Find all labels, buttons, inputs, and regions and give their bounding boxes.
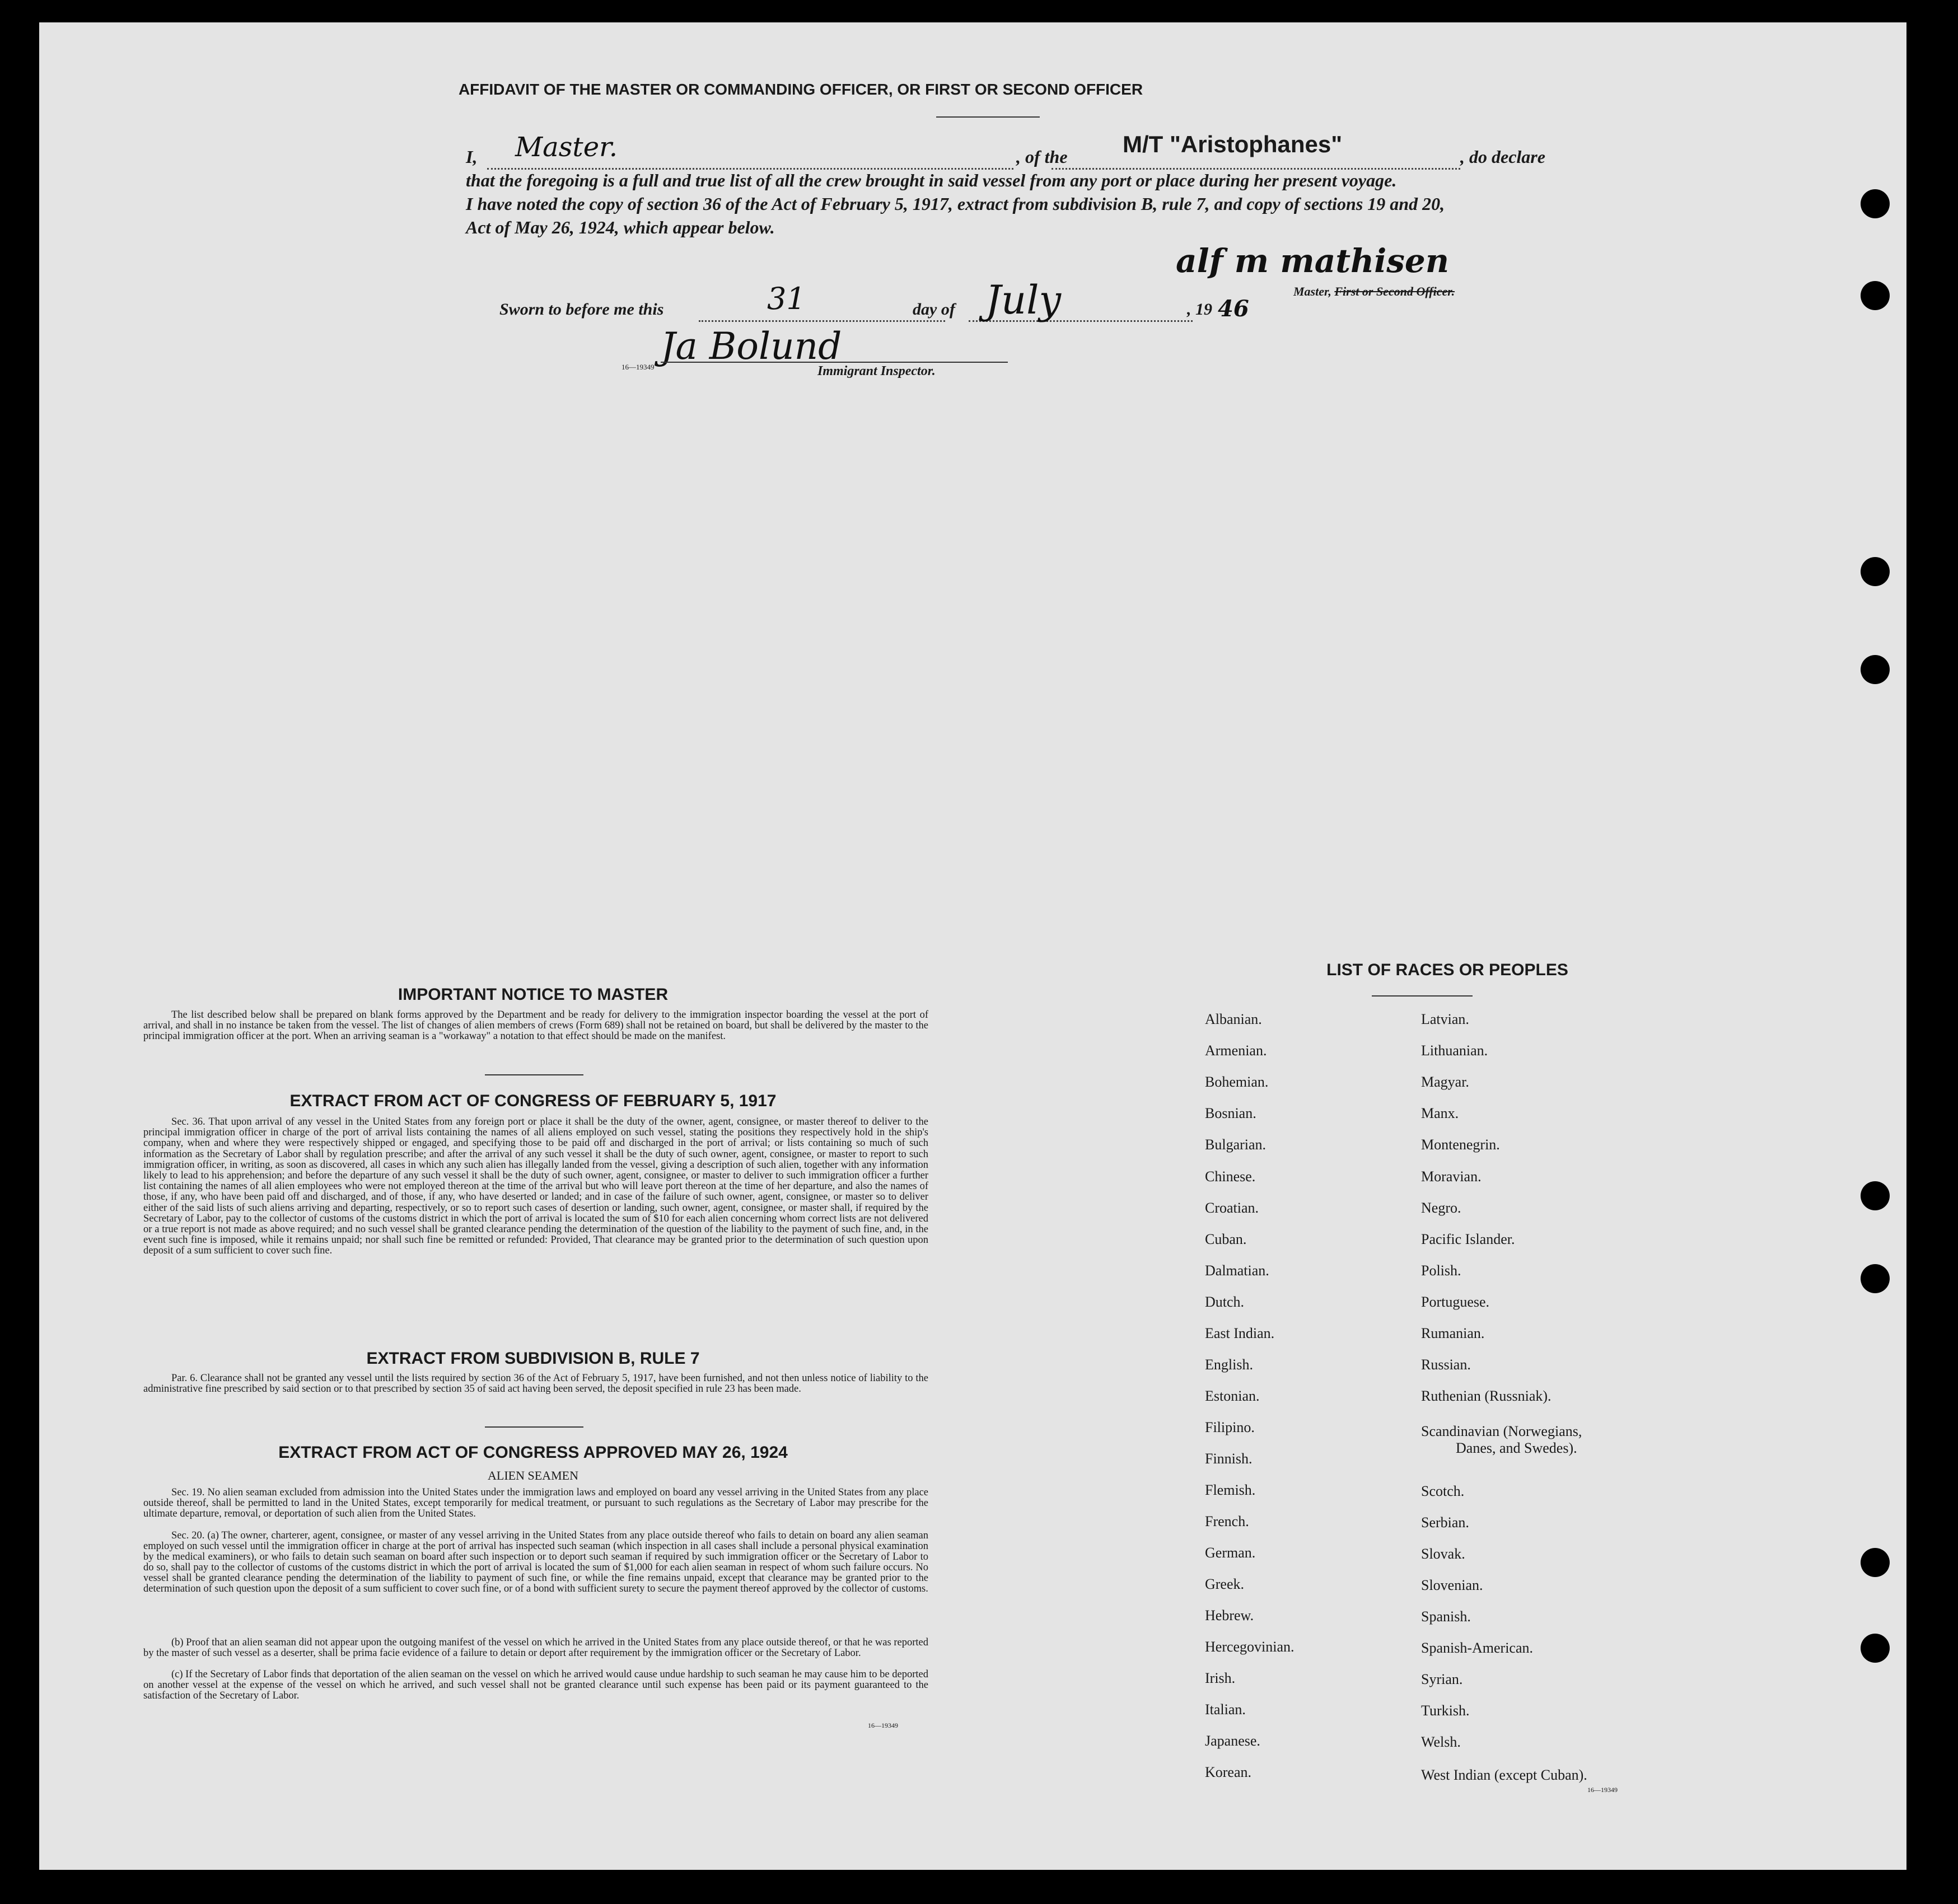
race-item: English. [1205,1356,1253,1373]
race-item: Albanian. [1205,1011,1262,1027]
inspector-caption: Immigrant Inspector. [817,364,936,378]
race-item: Welsh. [1421,1734,1461,1750]
race-item: Cuban. [1205,1231,1247,1247]
document-page [39,22,1906,1870]
race-item: Hebrew. [1205,1607,1254,1624]
races-rule [1372,995,1473,997]
sworn-day: 31 [767,281,806,316]
race-item: Serbian. [1421,1514,1469,1531]
inspector-line [661,362,1008,363]
race-item: Korean. [1205,1764,1252,1780]
race-item: Hercegovinian. [1205,1639,1295,1655]
notice-form-number: 16—19349 [868,1721,898,1729]
race-item: Spanish-American. [1421,1640,1534,1656]
race-item: Dutch. [1205,1294,1245,1310]
race-item: Dalmatian. [1205,1262,1269,1279]
notice-body: The list described below shall be prepared on blank forms approved by the Department and be ready for delivery to the immigration inspector boarding the vessel at the port of arrival, and shall in no instance be taken from the vessel. The list of changes of alien members of crews (Form 689) shall not be retained on board, but shall be delivered by the master to the principal immigration officer at the port. When an arriving seaman is a "workaway" a notation to that effect should be made on the manifest. [143,1009,928,1042]
race-item: Japanese. [1205,1733,1260,1749]
binder-hole [1861,655,1890,684]
race-item: Latvian. [1421,1011,1469,1027]
caption-master: Master, [1293,284,1331,298]
race-item: French. [1205,1513,1249,1529]
race-item: Lithuanian. [1421,1042,1488,1059]
race-item: Pacific Islander. [1421,1231,1515,1247]
affidavit-line-3: I have noted the copy of section 36 of the Act of February 5, 1917, extract from subdivision B, rule 7, and copy of sections 19 and 20, [466,194,1445,214]
of-the-label: , of the [1016,147,1068,167]
race-item: Slovak. [1421,1546,1465,1562]
race-item: Turkish. [1421,1702,1470,1719]
do-declare-label: , do declare [1460,147,1545,167]
race-item: Scotch. [1421,1483,1465,1499]
race-item: Slovenian. [1421,1577,1483,1593]
sworn-month: July [985,277,1062,323]
races-form-number: 16—19349 [1587,1786,1618,1794]
race-item: Rumanian. [1421,1325,1485,1341]
notice-rule [485,1074,583,1075]
signature-caption [1293,284,1455,299]
affidavit-title: AFFIDAVIT OF THE MASTER OR COMMANDING OFFICER, OR FIRST OR SECOND OFFICER [458,81,1143,98]
race-item: Scandinavian (Norwegians, [1421,1423,1582,1439]
binder-hole [1861,1634,1890,1663]
notice-heading: IMPORTANT NOTICE TO MASTER [398,985,669,1004]
master-handwritten: Master. [515,132,618,163]
name-line [487,168,1013,170]
sec19-body: Sec. 19. No alien seaman excluded from admission into the United States under the immigration laws and employed on board any vessel arriving in the United States from any place outside thereof, shall be permitted to land in the United States, except temporarily for medical treatment, or pursuant to such regulations as the Secretary of Labor may prescribe for the ultimate departure, removal, or deportation of such alien from the United States. [143,1487,928,1519]
race-item: Spanish. [1421,1608,1471,1625]
race-item: Bosnian. [1205,1105,1256,1121]
rule7-body: Par. 6. Clearance shall not be granted any vessel until the lists required by section 36 of the Act of February 5, 1917, have been furnished, and not then unless notice of liability to the administrative fine prescribed by said section or to that prescribed by section 35 of said act having been served, the deposit specified in rule 23 has been made. [143,1373,928,1395]
act1924-heading: EXTRACT FROM ACT OF CONGRESS APPROVED MAY 26, 1924 [278,1443,788,1462]
race-item: Manx. [1421,1105,1459,1121]
binder-hole [1861,1264,1890,1293]
inspector-signature: Ja Bolund [661,325,842,368]
race-item: West Indian (except Cuban). [1421,1767,1587,1783]
vessel-line [1052,168,1460,170]
race-item: Syrian. [1421,1671,1463,1687]
sec20c-body: (c) If the Secretary of Labor finds that deportation of the alien seaman on the vessel on which he arrived would cause undue hardship to such seaman he may cause him to be deported on another vessel at the expense of the vessel on which he arrived, and such vessel shall not be granted clearance until such expense has been paid or its payment guaranteed to the satisfaction of the Secretary of Labor. [143,1669,928,1701]
affidavit-i-label: I, [466,147,478,167]
race-item: Italian. [1205,1701,1246,1718]
day-of-label: day of [913,300,955,319]
act1924-subheading: ALIEN SEAMEN [488,1468,578,1482]
race-item: Irish. [1205,1670,1236,1686]
rule7-rule [485,1426,583,1428]
master-signature: alf m mathisen [1176,242,1449,280]
sec20b-body: (b) Proof that an alien seaman did not appear upon the outgoing manifest of the vessel on which he arrived in the United States from any place outside thereof, or that he was reported by the master of such vessel as a deserter, shall be prima facie evidence of a failure to detain or deport after requirement by the immigration officer or the Secretary of Labor. [143,1637,928,1659]
race-item: Estonian. [1205,1388,1260,1404]
race-item: Negro. [1421,1200,1461,1216]
binder-hole [1861,189,1890,218]
race-item: Montenegrin. [1421,1136,1500,1153]
sworn-label: Sworn to before me this [499,300,664,319]
race-item: Chinese. [1205,1168,1256,1185]
year-prefix: , 19 [1187,300,1212,319]
affidavit-form-number: 16—19349 [621,363,655,371]
binder-hole [1861,557,1890,586]
vessel-name: M/T "Aristophanes" [1123,131,1343,157]
binder-hole [1861,1181,1890,1210]
binder-hole [1861,1548,1890,1577]
act1917-body: Sec. 36. That upon arrival of any vessel in the United States from any foreign port or place it shall be the duty of the owner, agent, consignee, or master thereof to deliver to the principal immigration officer in charge of the port of arrival lists containing the names of all aliens employed on such vessel, stating the positions they respectively hold in the ship's company, when and where they were respectively shipped or engaged, and specifying those to be paid off and discharged in the port of arrival; or lists containing so much of such information as the Secretary of Labor shall by regulation prescribe; and after the arrival of any such vessel it shall be the duty of such owner, agent, consignee, or master to report to such immigration officer, in writing, as soon as discovered, all cases in which any such alien has illegally landed from the vessel, giving a description of such alien, together with any information likely to lead to his apprehension; and before the departure of any such vessel it shall be the duty of such owner, agent, consignee, or master to deliver to such immigration officer a further list containing the names of all alien employees who were not employed thereon at the time of the arrival but who will leave port thereon at the time of her departure, and also the names of those, if any, who have been paid off and discharged, and of those, if any, who have deserted or landed; and in case of the failure of such owner, agent, consignee, or master so to deliver either of the said lists of such aliens arriving and departing, respectively, or so to report such cases of desertion or landing, such owner, agent, consignee, or master shall, if required by the Secretary of Labor, pay to the collector of customs of the customs district in which the port of arrival is located the sum of $10 for each alien concerning whom correct lists are not delivered or a true report is not made as above required; and no such vessel shall be granted clearance pending the determination of the question of the liability to the payment of such fine, and, in the event such fine is imposed, while it remains unpaid; nor shall such fine be remitted or refunded: Provided, That clearance may be granted prior to the determination of such question upon deposit of a sum sufficient to cover such fine. [143,1116,928,1257]
race-item: Ruthenian (Russniak). [1421,1388,1552,1404]
race-item: Flemish. [1205,1482,1256,1498]
act1917-heading: EXTRACT FROM ACT OF CONGRESS OF FEBRUARY 5, 1917 [289,1092,777,1110]
race-item: Croatian. [1205,1200,1259,1216]
sworn-year: 46 [1218,296,1249,322]
race-item: East Indian. [1205,1325,1275,1341]
race-item: Greek. [1205,1576,1245,1592]
race-item: Bohemian. [1205,1074,1269,1090]
race-item: Portuguese. [1421,1294,1490,1310]
race-item: Filipino. [1205,1419,1255,1435]
day-line [699,320,945,322]
race-item: Armenian. [1205,1042,1267,1059]
race-item: Bulgarian. [1205,1136,1267,1153]
affidavit-line-2: that the foregoing is a full and true list of all the crew brought in said vessel from any port or place during her present voyage. [466,170,1397,190]
rule7-heading: EXTRACT FROM SUBDIVISION B, RULE 7 [366,1349,700,1368]
affidavit-line-4: Act of May 26, 1924, which appear below. [466,217,775,237]
race-item: German. [1205,1545,1256,1561]
races-heading: LIST OF RACES OR PEOPLES [1326,961,1568,979]
sec20a-body: Sec. 20. (a) The owner, charterer, agent, consignee, or master of any vessel arriving in the United States from any place outside thereof who fails to detain on board any alien seaman employed on such vessel until the immigration officer in charge at the port of arrival has inspected such seaman (which inspection in all cases shall include a personal physical examination by the medical examiners), or who fails to detain such seaman on board after such inspection or to deport such seaman if required by such immigration officer or the Secretary of Labor to do so, shall pay to the collector of customs of the customs district in which the port of arrival is located the sum of $1,000 for each alien seaman in respect of whom such failure occurs. No vessel shall be granted clearance pending the determination of the liability to payment of such fine, or while the fine remains unpaid, except that clearance may be granted prior to the determination of such question upon the deposit of a sum sufficient to cover such fine, or of a bond with sufficient surety to secure the payment thereof approved by the collector of customs. [143,1530,928,1594]
race-item: Russian. [1421,1356,1471,1373]
race-item: Polish. [1421,1262,1461,1279]
race-item: Moravian. [1421,1168,1482,1185]
race-item: Finnish. [1205,1451,1253,1467]
race-item: Danes, and Swedes). [1456,1440,1577,1456]
caption-struck-officer: First or Second Officer. [1334,284,1455,298]
binder-hole [1861,281,1890,310]
title-rule [936,116,1040,118]
race-item: Magyar. [1421,1074,1469,1090]
